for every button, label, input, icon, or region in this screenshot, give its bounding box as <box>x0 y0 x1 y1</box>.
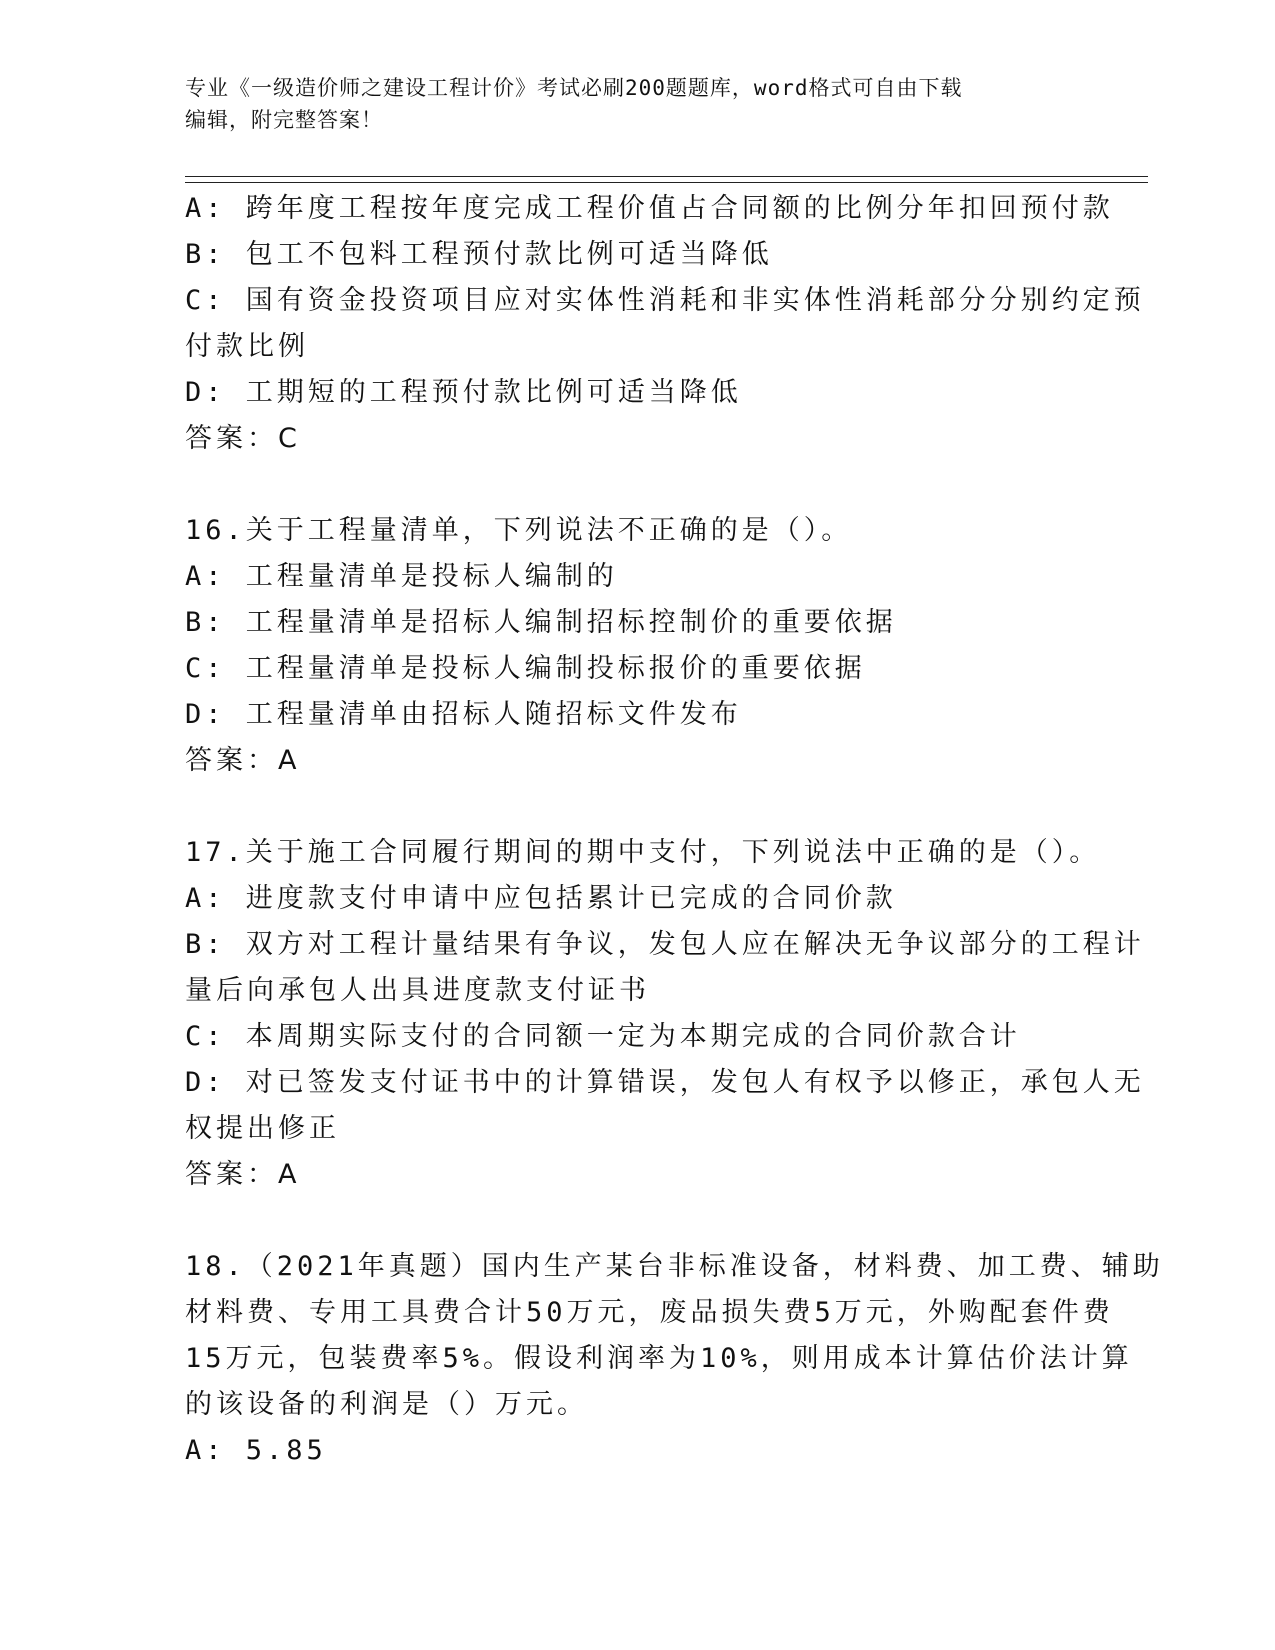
q17-stem: 17.关于施工合同履行期间的期中支付，下列说法中正确的是（）。 <box>185 837 1101 868</box>
q17-option-c: C: 本周期实际支付的合同额一定为本期完成的合同价款合计 <box>185 1021 1021 1052</box>
header-title-line-2: 编辑，附完整答案！ <box>185 108 383 132</box>
document-header <box>185 72 1065 136</box>
q16-answer: 答案：A <box>185 745 301 776</box>
q16-option-d: D: 工程量清单由招标人随招标文件发布 <box>185 699 742 730</box>
question-18-block <box>185 1244 1164 1474</box>
q16-option-c: C: 工程量清单是投标人编制投标报价的重要依据 <box>185 653 866 684</box>
q15-option-c-line-1: C: 国有资金投资项目应对实体性消耗和非实体性消耗部分分别约定预 <box>185 285 1145 316</box>
q16-stem: 16.关于工程量清单，下列说法不正确的是（）。 <box>185 515 853 546</box>
q18-option-a: A: 5.85 <box>185 1435 327 1466</box>
spacer <box>185 784 1085 830</box>
q15-option-a: A: 跨年度工程按年度完成工程价值占合同额的比例分年扣回预付款 <box>185 193 1114 224</box>
q17-option-d-line-2: 权提出修正 <box>185 1113 340 1144</box>
spacer <box>185 462 1085 508</box>
header-title-line-1: 专业《一级造价师之建设工程计价》考试必刷200题题库，word格式可自由下载 <box>185 76 963 100</box>
header-divider-bottom <box>185 182 1148 183</box>
q18-stem-line-3: 15万元，包装费率5%。假设利润率为10%，则用成本计算估价法计算 <box>185 1343 1133 1374</box>
question-17-block <box>185 830 1145 1198</box>
q15-option-c-line-2: 付款比例 <box>185 331 309 362</box>
spacer <box>185 1198 1085 1244</box>
q17-answer: 答案：A <box>185 1159 301 1190</box>
q16-option-a: A: 工程量清单是投标人编制的 <box>185 561 618 592</box>
question-16-block <box>185 508 1085 784</box>
q16-option-b: B: 工程量清单是招标人编制招标控制价的重要依据 <box>185 607 897 638</box>
q17-option-d-line-1: D: 对已签发支付证书中的计算错误，发包人有权予以修正，承包人无 <box>185 1067 1145 1098</box>
document-body <box>185 186 1164 1474</box>
q18-stem-line-2: 材料费、专用工具费合计50万元，废品损失费5万元，外购配套件费 <box>185 1297 1114 1328</box>
q18-stem-line-4: 的该设备的利润是（）万元。 <box>185 1389 588 1420</box>
question-15-block <box>185 186 1145 462</box>
header-divider-top <box>185 176 1148 177</box>
q15-answer: 答案：C <box>185 423 301 454</box>
q15-option-d: D: 工期短的工程预付款比例可适当降低 <box>185 377 742 408</box>
q18-stem-line-1: 18.（2021年真题）国内生产某台非标准设备，材料费、加工费、辅助 <box>185 1251 1164 1282</box>
q17-option-a: A: 进度款支付申请中应包括累计已完成的合同价款 <box>185 883 897 914</box>
q17-option-b-line-1: B: 双方对工程计量结果有争议，发包人应在解决无争议部分的工程计 <box>185 929 1145 960</box>
q17-option-b-line-2: 量后向承包人出具进度款支付证书 <box>185 975 650 1006</box>
q15-option-b: B: 包工不包料工程预付款比例可适当降低 <box>185 239 773 270</box>
